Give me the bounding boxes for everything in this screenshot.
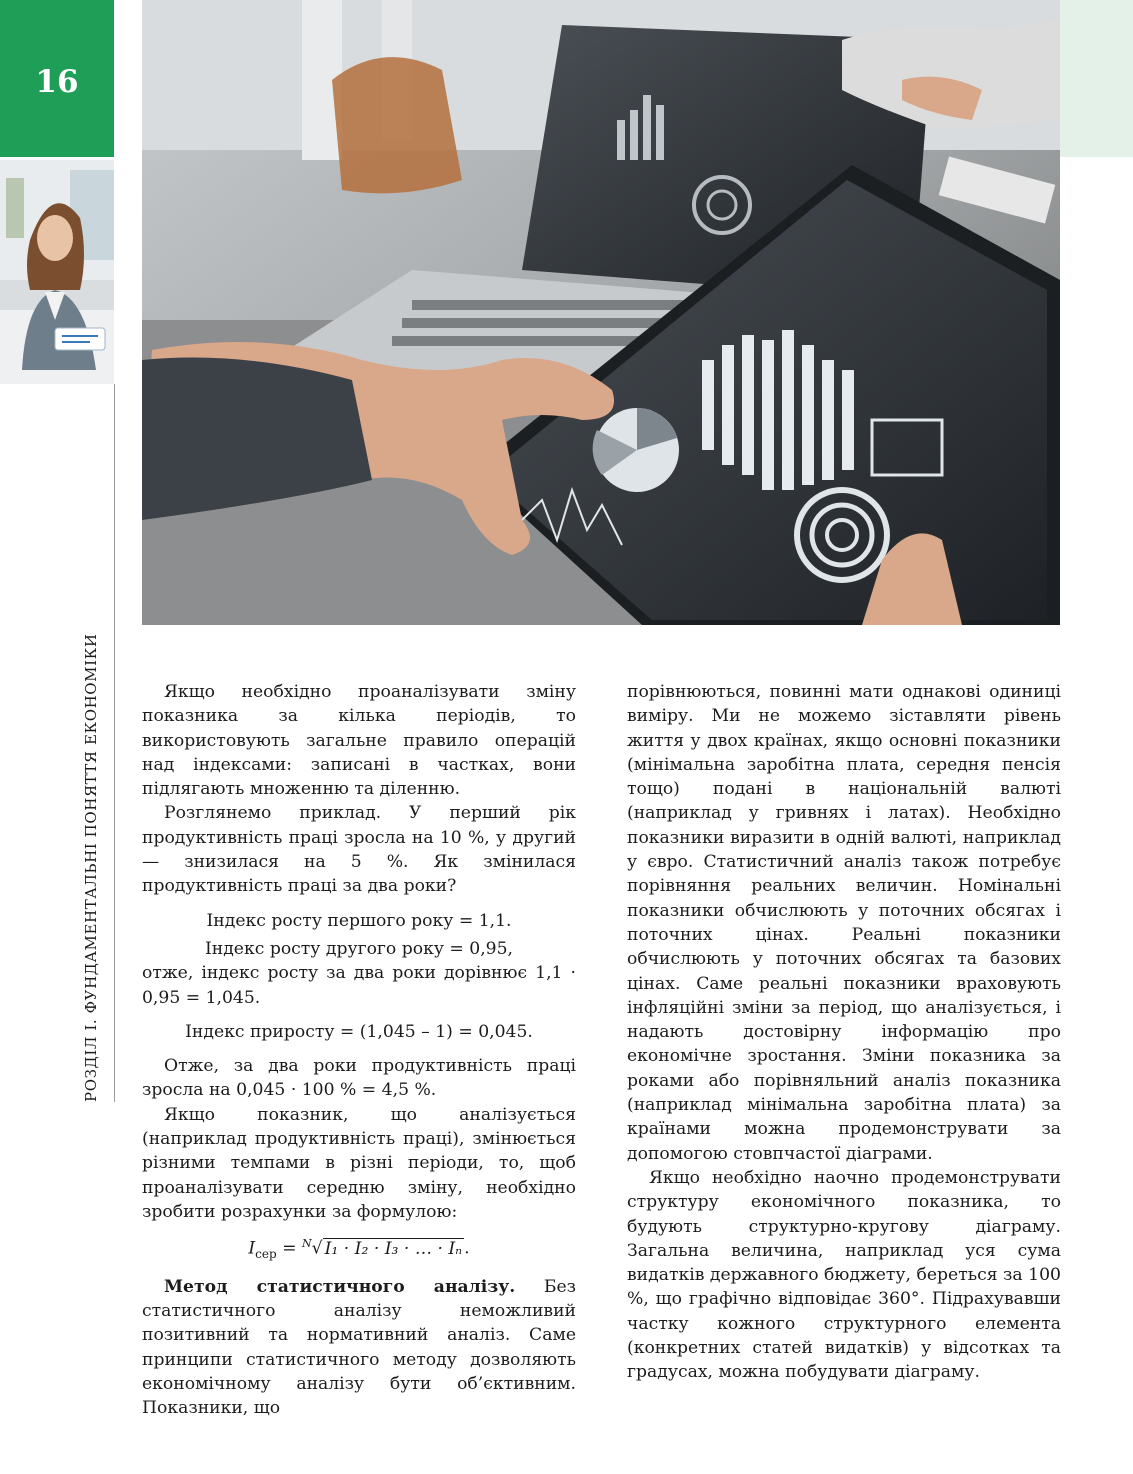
formula-end: . bbox=[464, 1238, 470, 1259]
header-accent-band bbox=[1060, 0, 1133, 157]
paragraph: Розглянемо приклад. У перший рік продуктивність праці зросла на 10 %, у другий — знизилася на 5 %. Як змінилася продуктивність праці за два роки? bbox=[142, 803, 576, 897]
section-caption: РОЗДІЛ І. ФУНДАМЕНТАЛЬНІ ПОНЯТТЯ ЕКОНОМІКИ bbox=[82, 633, 100, 1102]
formula-lhs: I bbox=[248, 1238, 256, 1259]
page-number: 16 bbox=[35, 64, 79, 100]
right-column bbox=[627, 680, 1061, 1385]
formula-radicand: I₁ · I₂ · I₃ · … · Iₙ bbox=[324, 1238, 463, 1259]
paragraph: Якщо необхідно проаналізувати зміну показника за кілька періодів, то використовують загальне правило операцій над індексами: записані в частках, вони підлягають множенню та діленню. bbox=[142, 682, 576, 800]
woman-at-desk-photo bbox=[0, 160, 114, 384]
paragraph: Якщо показник, що аналізується (наприклад продуктивність праці), змінюється різними темпами в різні періоди, то, щоб проаналізувати середню зміну, необхідно зробити розрахунки за формулою: bbox=[142, 1104, 576, 1222]
geometric-mean-formula bbox=[142, 1232, 576, 1266]
paragraph: Якщо необхідно наочно продемонструвати структуру економічного показника, то будують структурно-кругову діаграму. Загальна величина, наприклад уся сума видатків державного бюджету, береться за 100 %, що графічно відповідає 360°. Підрахувавши частку кожного структурного елемента (конкретних статей видатків) у відсотках та градусах, можна побудувати діаграму. bbox=[627, 1167, 1061, 1383]
formula-root-index: N bbox=[302, 1237, 312, 1251]
left-column bbox=[142, 680, 576, 1420]
side-divider bbox=[114, 384, 115, 1102]
equation-line: Індекс росту другого року = 0,95, bbox=[204, 938, 514, 959]
formula-equals: = bbox=[282, 1238, 297, 1259]
equation-line: Індекс росту першого року = 1,1. bbox=[206, 910, 512, 931]
paragraph: отже, індекс росту за два роки дорівнює 1,1 · 0,95 = 1,045. bbox=[142, 963, 576, 1008]
paragraph: Отже, за два роки продуктивність праці зросла на 0,045 · 100 % = 4,5 %. bbox=[142, 1056, 576, 1101]
paragraph: порівнюються, повинні мати однакові одиниці виміру. Ми не можемо зіставляти рівень життя у двох країнах, якщо основні показники (мінімальна заробітна плата, середня пенсія тощо) подані в національній валюті (наприклад у гривнях і латах). Необхідно показники виразити в одній валюті, наприклад у євро. Статистичний аналіз також потребує порівняння реальних величин. Номінальні показники обчислюють у поточних обсягах і поточних цінах. Реальні показники обчислюють у поточних обсягах та базових цінах. Саме реальні показники враховують інфляційні зміни за період, що аналізується, і надають достовірну інформацію про економічне зростання. Зміни показника за роками або порівняльний аналіз показника (наприклад мінімальна заробітна плата) за країнами можна продемонструвати за допомогою стовпчастої діаграми. bbox=[627, 682, 1061, 1164]
formula-lhs-subscript: сер bbox=[255, 1247, 277, 1262]
business-analytics-photo bbox=[142, 0, 1060, 625]
page-number-block bbox=[0, 0, 114, 157]
paragraph bbox=[142, 1275, 576, 1421]
radical-sign-icon: √ bbox=[311, 1238, 323, 1259]
method-heading: Метод статистичного аналізу. bbox=[164, 1276, 516, 1297]
paragraph-text: Без статистичного аналізу неможливий позитивний та нормативний аналіз. Саме принципи статистичного методу дозволяють економічному аналізу бути об’єктивним. Показники, що bbox=[142, 1276, 576, 1419]
equation-line: Індекс приросту = (1,045 – 1) = 0,045. bbox=[185, 1021, 533, 1042]
